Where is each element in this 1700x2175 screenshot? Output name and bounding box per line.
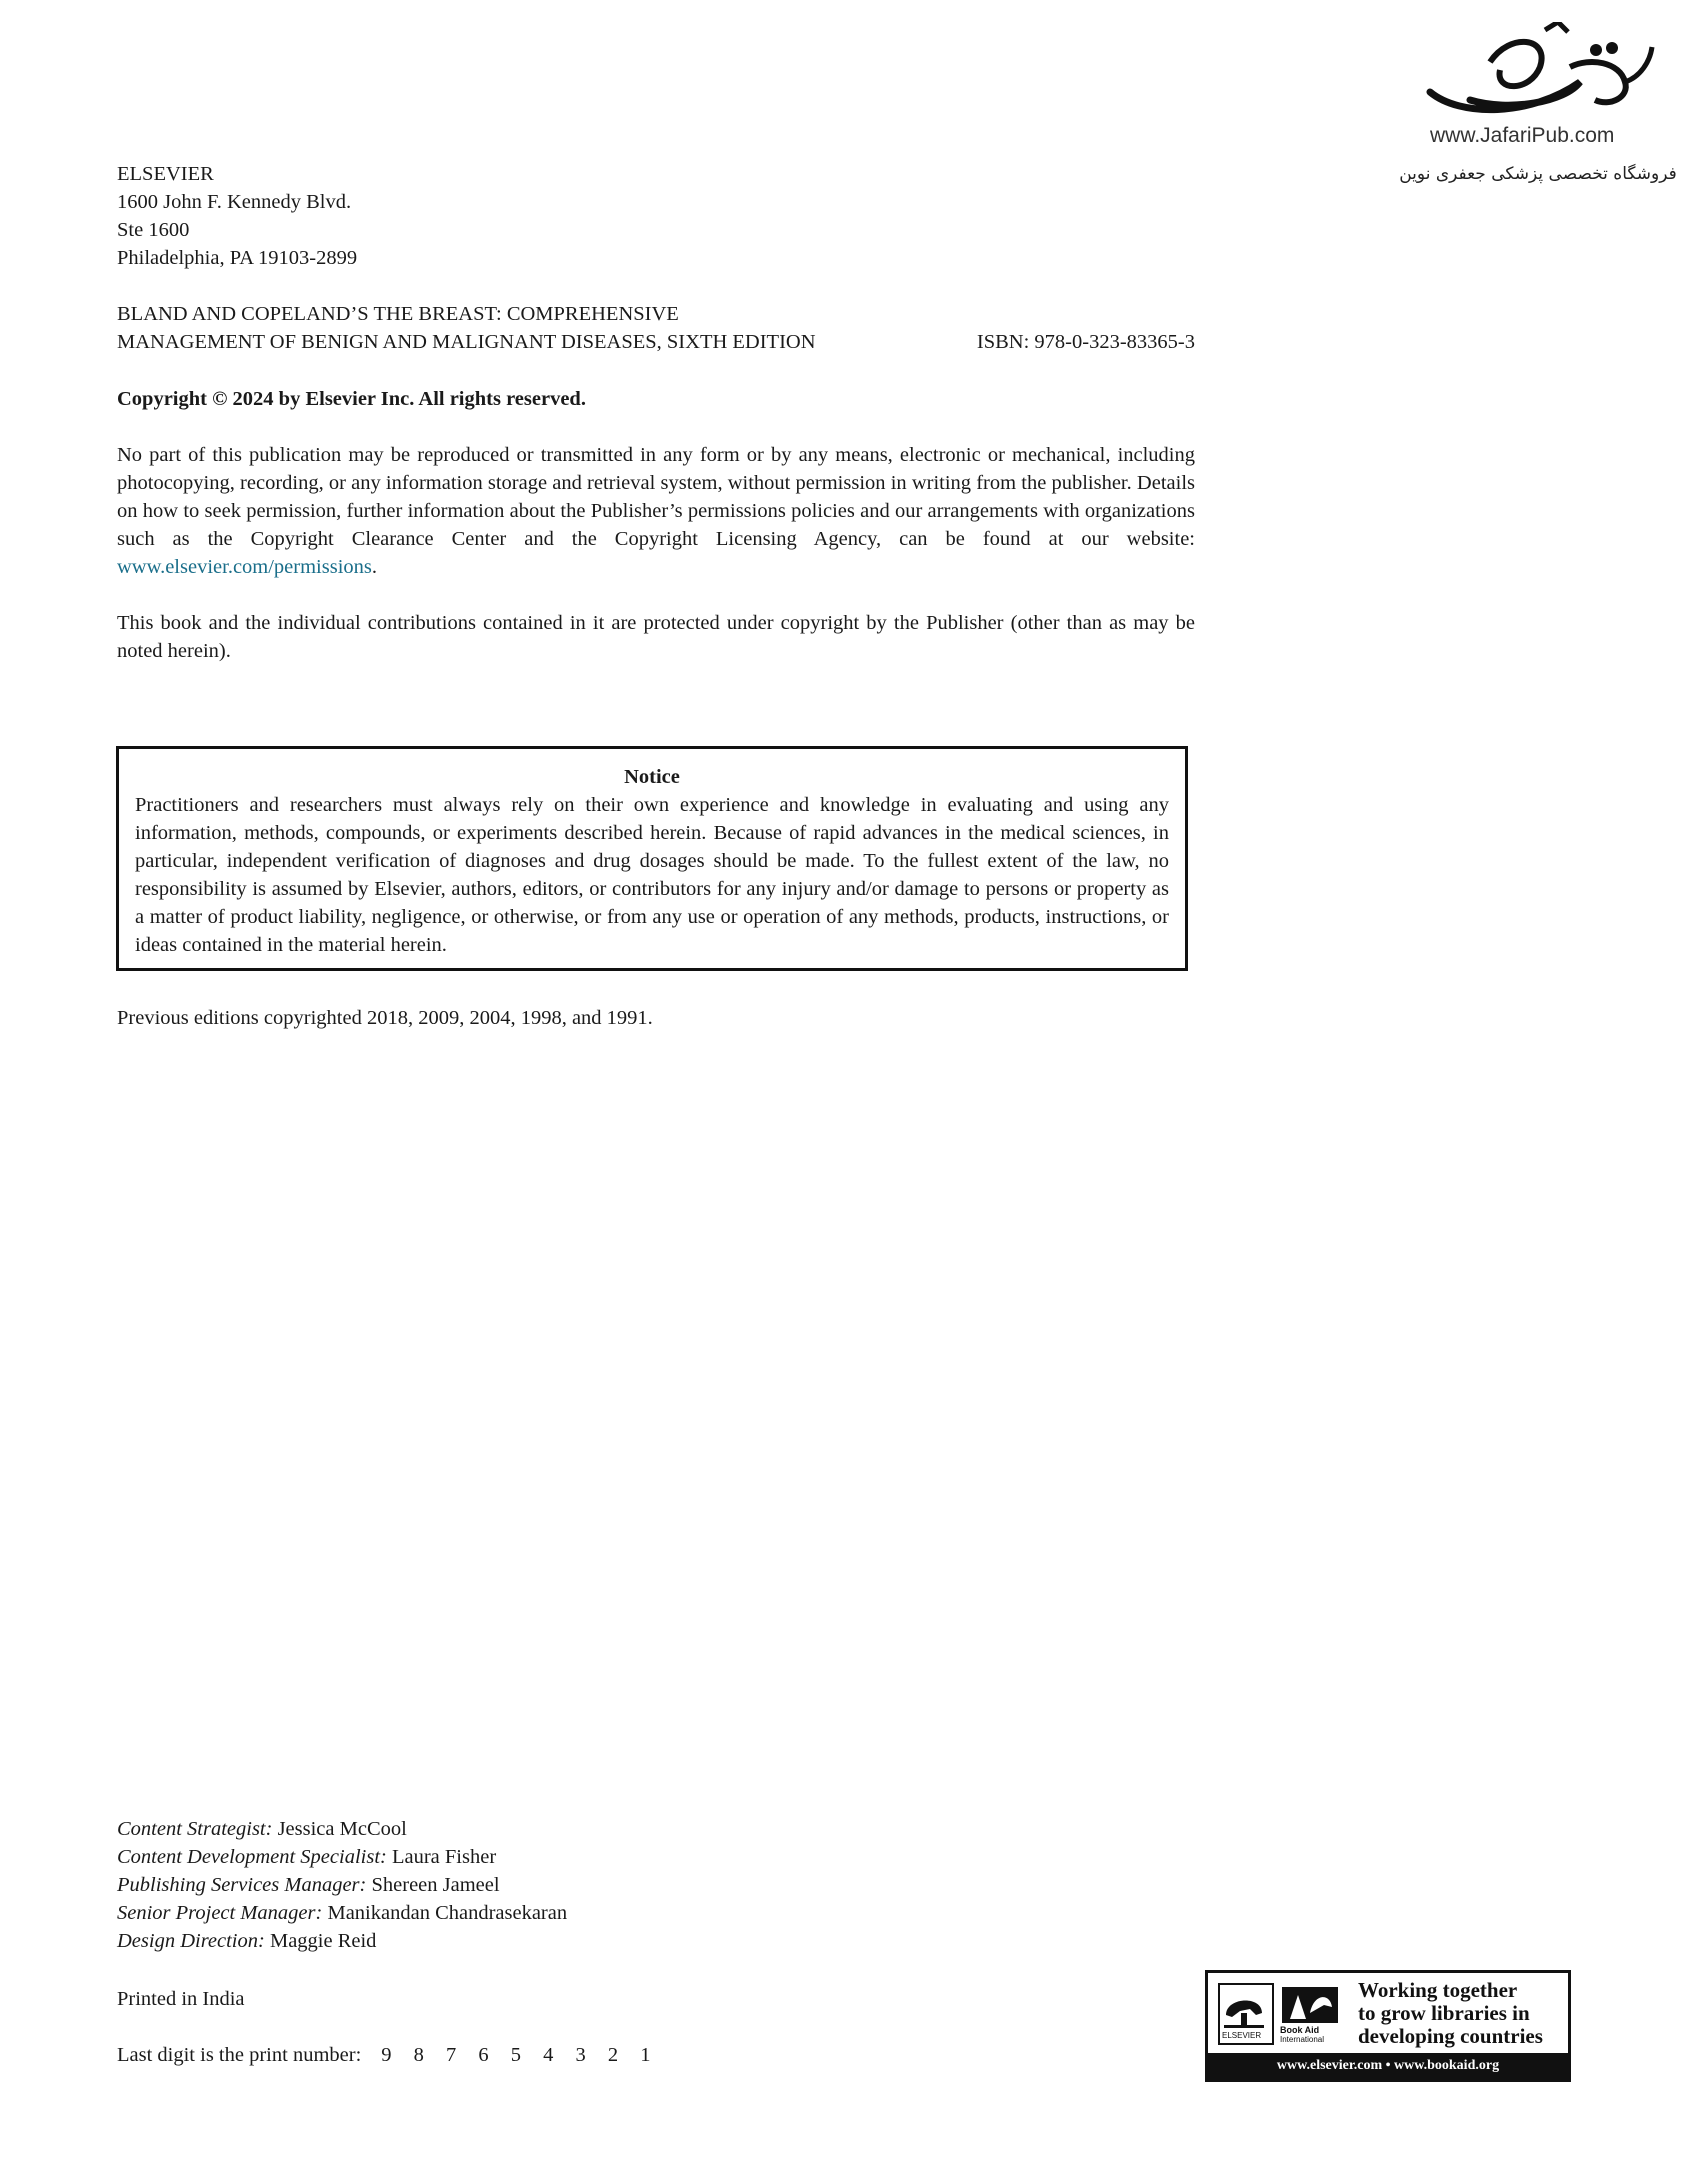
publisher-name: ELSEVIER bbox=[117, 163, 214, 185]
permissions-link[interactable]: www.elsevier.com/permissions bbox=[117, 556, 372, 578]
credit-name: Jessica McCool bbox=[277, 1818, 407, 1840]
credit-name: Shereen Jameel bbox=[371, 1874, 500, 1896]
credit-line bbox=[117, 1927, 567, 1955]
address-city: Philadelphia, PA 19103-2899 bbox=[117, 247, 358, 269]
notice-body: Practitioners and researchers must always rely on their own experience and knowledge in evaluating and using any information, methods, compounds, or experiments described herein. Because of rapid advances in the medical sciences, in particular, independent verification of diagnoses and drug dosages should be made. To the fullest extent of the law, no responsibility is assumed by Elsevier, authors, editors, or contributors for any injury and/or damage to persons or property as a matter of product liability, negligence, or otherwise, or from any use or operation of any methods, products, instructions, or ideas contained in the material herein. bbox=[135, 794, 1169, 956]
credits-list bbox=[117, 1815, 567, 1955]
printed-in: Printed in India bbox=[117, 1988, 245, 2010]
print-number-label: Last digit is the print number: bbox=[117, 2044, 362, 2066]
print-number-line bbox=[117, 2041, 651, 2069]
publisher-address bbox=[117, 160, 357, 272]
print-number-digits: 9 8 7 6 5 4 3 2 1 bbox=[381, 2044, 651, 2066]
credit-role: Content Development Specialist: bbox=[117, 1846, 387, 1868]
notice-heading: Notice bbox=[624, 766, 680, 788]
credit-line bbox=[117, 1815, 567, 1843]
elsevier-tree-icon bbox=[1218, 1983, 1274, 2045]
credit-name: Manikandan Chandrasekaran bbox=[327, 1902, 568, 1924]
credit-role: Senior Project Manager: bbox=[117, 1902, 323, 1924]
copyright-statement: Copyright © 2024 by Elsevier Inc. All rights reserved. bbox=[117, 388, 586, 410]
bookaid-international-label: International bbox=[1280, 2035, 1325, 2044]
permissions-paragraph bbox=[117, 441, 1195, 581]
credit-line bbox=[117, 1899, 567, 1927]
bookaid-slogan bbox=[1358, 1979, 1543, 2048]
bookaid-banner bbox=[1205, 1970, 1571, 2082]
bookaid-logo-label: Book Aid bbox=[1280, 2025, 1320, 2035]
credit-name: Laura Fisher bbox=[391, 1846, 497, 1868]
credit-name: Maggie Reid bbox=[269, 1930, 377, 1952]
address-suite: Ste 1600 bbox=[117, 219, 190, 241]
credit-line bbox=[117, 1843, 567, 1871]
jafaripub-logo-icon bbox=[1390, 22, 1690, 122]
credit-role: Design Direction: bbox=[117, 1930, 265, 1952]
bookaid-logo-icon bbox=[1280, 1983, 1340, 2044]
bookaid-slogan-line-3: developing countries bbox=[1358, 2024, 1543, 2048]
watermark-site: www.JafariPub.com bbox=[1430, 124, 1615, 147]
bookaid-slogan-line-1: Working together bbox=[1358, 1978, 1518, 2002]
bookaid-banner-top bbox=[1208, 1973, 1568, 2053]
credit-line bbox=[117, 1871, 567, 1899]
jafaripub-watermark bbox=[1390, 22, 1690, 192]
credit-role: Content Strategist: bbox=[117, 1818, 273, 1840]
isbn: ISBN: 978-0-323-83365-3 bbox=[976, 331, 1195, 353]
book-title-block bbox=[117, 300, 1195, 356]
elsevier-logo-label: ELSEVIER bbox=[1222, 2031, 1262, 2040]
book-title-line-1: BLAND AND COPELAND’S THE BREAST: COMPREHENSIVE bbox=[117, 303, 679, 325]
watermark-shop-name: فروشگاه تخصصی پزشکی جعفری نوین bbox=[1399, 164, 1677, 184]
book-title-line-2: MANAGEMENT OF BENIGN AND MALIGNANT DISEASES, SIXTH EDITION bbox=[117, 331, 816, 353]
protection-paragraph: This book and the individual contributions contained in it are protected under copyright by the Publisher (other than as may be noted herein). bbox=[117, 612, 1195, 662]
bookaid-slogan-line-2: to grow libraries in bbox=[1358, 2001, 1530, 2025]
address-street: 1600 John F. Kennedy Blvd. bbox=[117, 191, 352, 213]
bookaid-footer-urls: www.elsevier.com • www.bookaid.org bbox=[1208, 2053, 1568, 2079]
credit-role: Publishing Services Manager: bbox=[117, 1874, 367, 1896]
permissions-after: . bbox=[371, 556, 378, 578]
notice-box bbox=[116, 746, 1188, 971]
previous-editions: Previous editions copyrighted 2018, 2009, 2004, 1998, and 1991. bbox=[117, 1007, 653, 1029]
permissions-text: No part of this publication may be reproduced or transmitted in any form or by any means, electronic or mechanical, including photocopying, recording, or any information storage and retrieval system, without permission in writing from the publisher. Details on how to seek permission, further information about the Publisher’s permissions policies and our arrangements with organizations such as the Copyright Clearance Center and the Copyright Licensing Agency, can be found at our website: bbox=[117, 444, 1195, 550]
